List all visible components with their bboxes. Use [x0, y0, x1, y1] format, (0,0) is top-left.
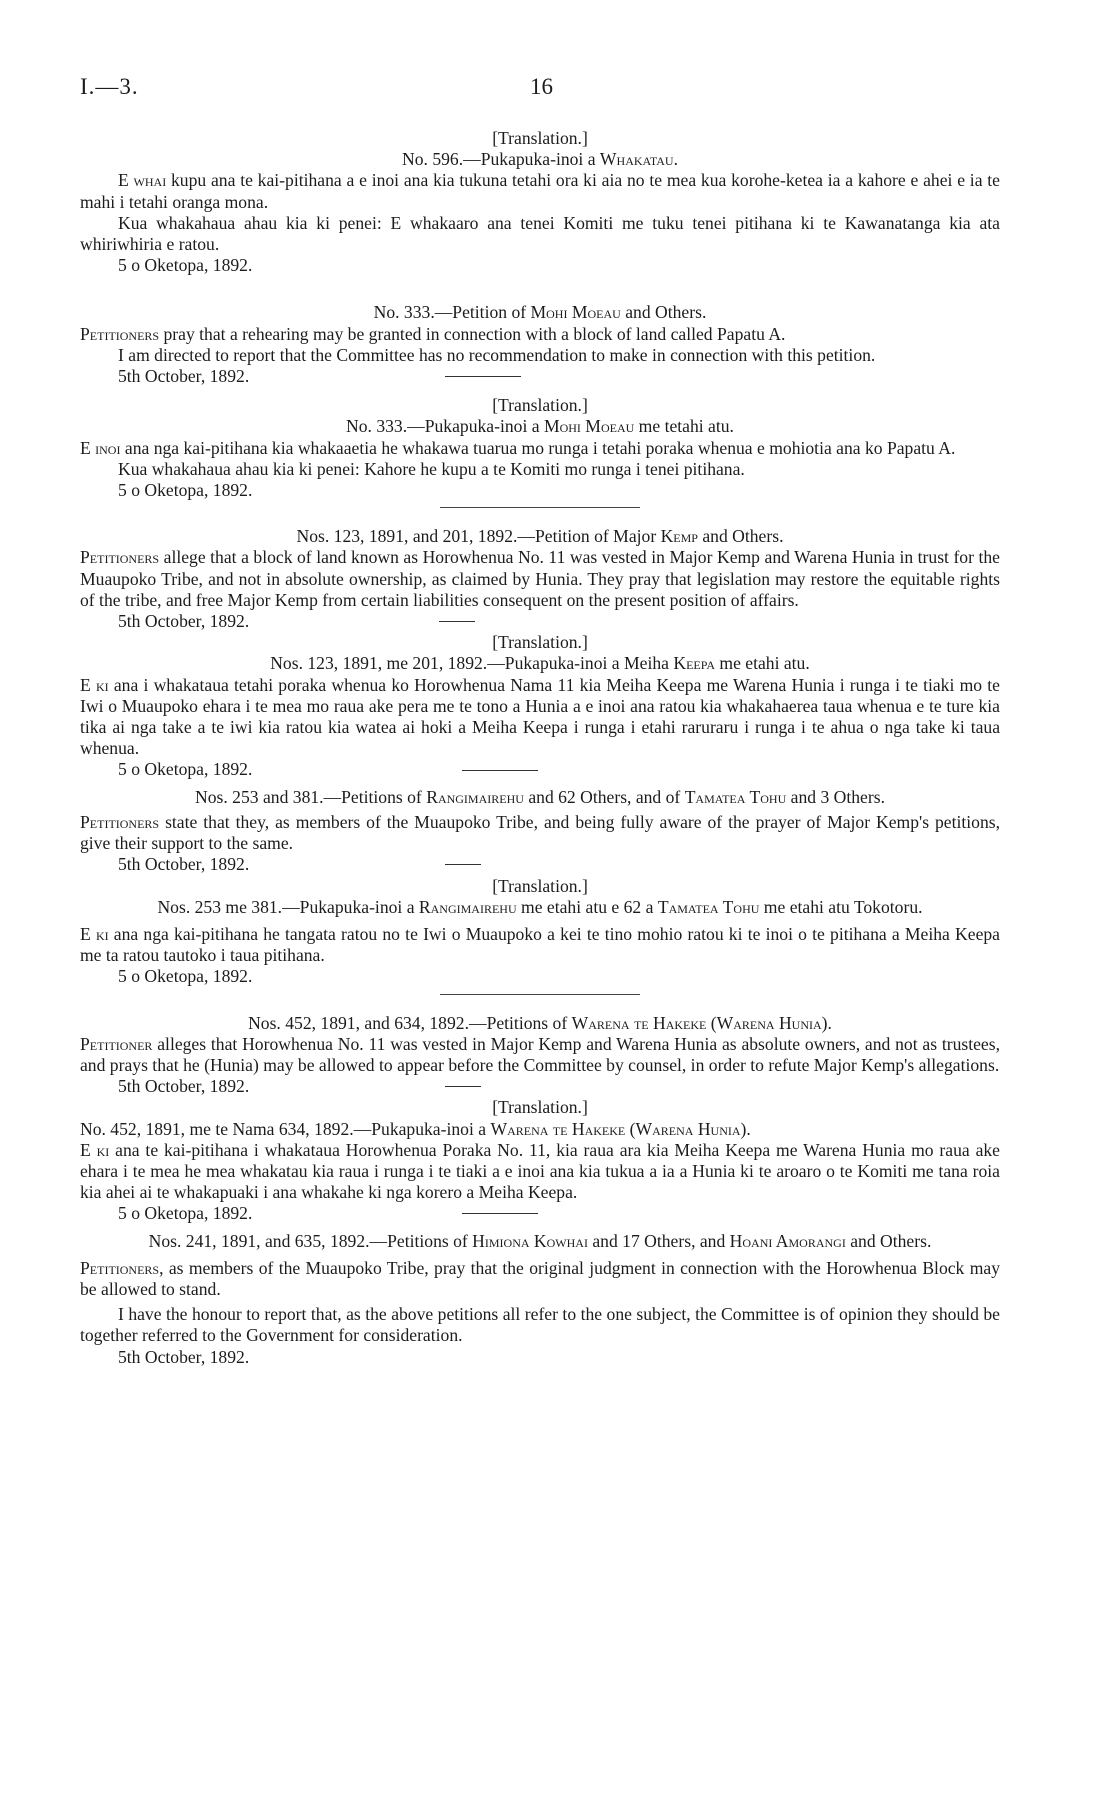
petition-summary: Petitioner alleges that Horowhenua No. 11 was vested in Major Kemp and Warena Hunia as absolute owners, and not as trustees, and prays that he (Hunia) may be allowed to appear before the Committee by counsel, in order to refute Major Kemp's allegations. [80, 1033, 1000, 1075]
petition-title: No. 452, 1891, me te Nama 634, 1892.—Pukapuka-inoi a Warena te Hakeke (Warena Hunia). [80, 1118, 751, 1139]
translation-heading: [Translation.] [492, 875, 588, 896]
petition-summary: E whai kupu ana te kai-pitihana a e inoi ana kia tukuna tetahi ora ki aia no te mea kua korohe-ketea ia a kahore e ahei e ia te mahi i tetahi oranga mona. [80, 170, 1000, 212]
report-date: 5th October, 1892. [118, 1076, 250, 1097]
petition-title: Nos. 253 me 381.—Pukapuka-inoi a Rangimairehu me etahi atu e 62 a Tamatea Tohu me etahi atu Tokotoru. [157, 896, 923, 917]
petition-summary: E inoi ana nga kai-pitihana kia whakaaetia he whakawa tuarua mo runga i tetahi poraka whenua e mohiotia ana ko Papatu A. [80, 437, 956, 458]
committee-report: Kua whakahaua ahau kia ki penei: E whakaaro ana tenei Komiti me tuku tenei pitihana ki te Kawanatanga kia ata whiriwhiria e ratou. [80, 212, 1000, 255]
petition-summary: Petitioners, as members of the Muaupoko Tribe, pray that the original judgment in connection with the Horowhenua Block may be allowed to stand. [80, 1257, 1000, 1299]
report-date: 5 o Oketopa, 1892. [118, 1203, 253, 1224]
report-date: 5 o Oketopa, 1892. [118, 255, 253, 276]
translation-heading: [Translation.] [492, 395, 588, 416]
petition-title: Nos. 241, 1891, and 635, 1892.—Petitions of Himiona Kowhai and 17 Others, and Hoani Amorangi and Others. [148, 1230, 932, 1251]
petition-title: No. 596.—Pukapuka-inoi a Whakatau. [402, 149, 678, 170]
separator-rule [445, 864, 481, 865]
petition-summary: Petitioners pray that a rehearing may be granted in connection with a block of land called Papatu A. [80, 323, 786, 344]
petition-summary: Petitioners allege that a block of land known as Horowhenua No. 11 was vested in Major Kemp and Warena Hunia in trust for the Muaupoko Tribe, and not in absolute ownership, as claimed by Hunia. They pray that legislation may restore the equitable rights of the tribe, and free Major Kemp from certain liabilities consequent on the present position of affairs. [80, 547, 1000, 610]
petition-title: No. 333.—Pukapuka-inoi a Mohi Moeau me tetahi atu. [346, 416, 734, 437]
report-date: 5th October, 1892. [118, 366, 250, 387]
date-row [80, 366, 1000, 387]
committee-report: I have the honour to report that, as the above petitions all refer to the one subject, the Committee is of opinion they should be together referred to the Government for consideration. [80, 1304, 1000, 1346]
petition-summary: E ki ana te kai-pitihana i whakataua Horowhenua Poraka No. 11, kia raua ara kia Meiha Keepa me Warena Hunia mo raua ake ehara i te mea he mea whakatau kia raua i runga i te tiaki a e inoi ana kia tukua a ia a Hunia ki te aroaro o te Komiti me tana roia kia ahei ai te whakapuaki i ana whakahe ki nga korero a Meiha Keepa. [80, 1139, 1000, 1203]
petition-title: No. 333.—Petition of Mohi Moeau and Others. [373, 302, 707, 323]
petition-title: Nos. 123, 1891, me 201, 1892.—Pukapuka-inoi a Meiha Keepa me etahi atu. [270, 653, 810, 674]
date-row [80, 611, 1000, 632]
separator-rule [462, 770, 538, 771]
translation-heading: [Translation.] [492, 632, 588, 653]
committee-report: I am directed to report that the Committee has no recommendation to make in connection with this petition. [118, 344, 876, 365]
separator-rule [445, 376, 521, 377]
petition-title: Nos. 452, 1891, and 634, 1892.—Petitions of Warena te Hakeke (Warena Hunia). [248, 1012, 832, 1033]
report-date: 5 o Oketopa, 1892. [118, 759, 253, 780]
date-row [80, 759, 1000, 780]
date-row [80, 854, 1000, 875]
translation-heading: [Translation.] [492, 128, 588, 148]
petition-title: Nos. 123, 1891, and 201, 1892.—Petition of Major Kemp and Others. [296, 526, 784, 547]
report-date: 5th October, 1892. [118, 854, 250, 875]
petition-summary: E ki ana nga kai-pitihana he tangata ratou no te Iwi o Muaupoko a kei te tino mohio ratou ki te inoi o te pitihana a Meiha Keepa me ta ratou tautoko i taua pitihana. [80, 923, 1000, 966]
report-date: 5th October, 1892. [118, 1346, 250, 1367]
report-date: 5 o Oketopa, 1892. [118, 480, 253, 501]
report-date: 5 o Oketopa, 1892. [118, 966, 253, 987]
separator-rule [445, 1086, 481, 1087]
date-row [80, 1203, 1000, 1224]
page-number: 16 [530, 74, 553, 99]
translation-heading: [Translation.] [492, 1097, 588, 1118]
page-header [80, 74, 1000, 104]
separator-rule [462, 1213, 538, 1214]
date-row [80, 1076, 1000, 1097]
separator-rule [439, 621, 475, 622]
report-date: 5th October, 1892. [118, 611, 250, 632]
page-body [80, 128, 1000, 1368]
petition-summary: Petitioners state that they, as members of the Muaupoko Tribe, and being fully aware of the prayer of Major Kemp's petitions, give their support to the same. [80, 811, 1000, 854]
committee-report: Kua whakahaua ahau kia ki penei: Kahore he kupu a te Komiti mo runga i tenei pitihana. [118, 458, 745, 479]
petition-title: Nos. 253 and 381.—Petitions of Rangimairehu and 62 Others, and of Tamatea Tohu and 3 Others. [195, 786, 885, 807]
petition-summary: E ki ana i whakataua tetahi poraka whenua ko Horowhenua Nama 11 kia Meiha Keepa me Warena Hunia i runga i te tiaki mo te Iwi o Muaupoko ehara i te mea mo raua ake pera me te tono a Hunia a e inoi ana ratou kia whakahaerea taua whenua e te ture kia tika ai nga take a te iwi kia ratou kia watea ai hoki a Meiha Keepa i runga i etahi raruraru i runga i te ahua o nga take ki taua whenua. [80, 674, 1000, 759]
document-reference: I.—3. [80, 74, 139, 99]
